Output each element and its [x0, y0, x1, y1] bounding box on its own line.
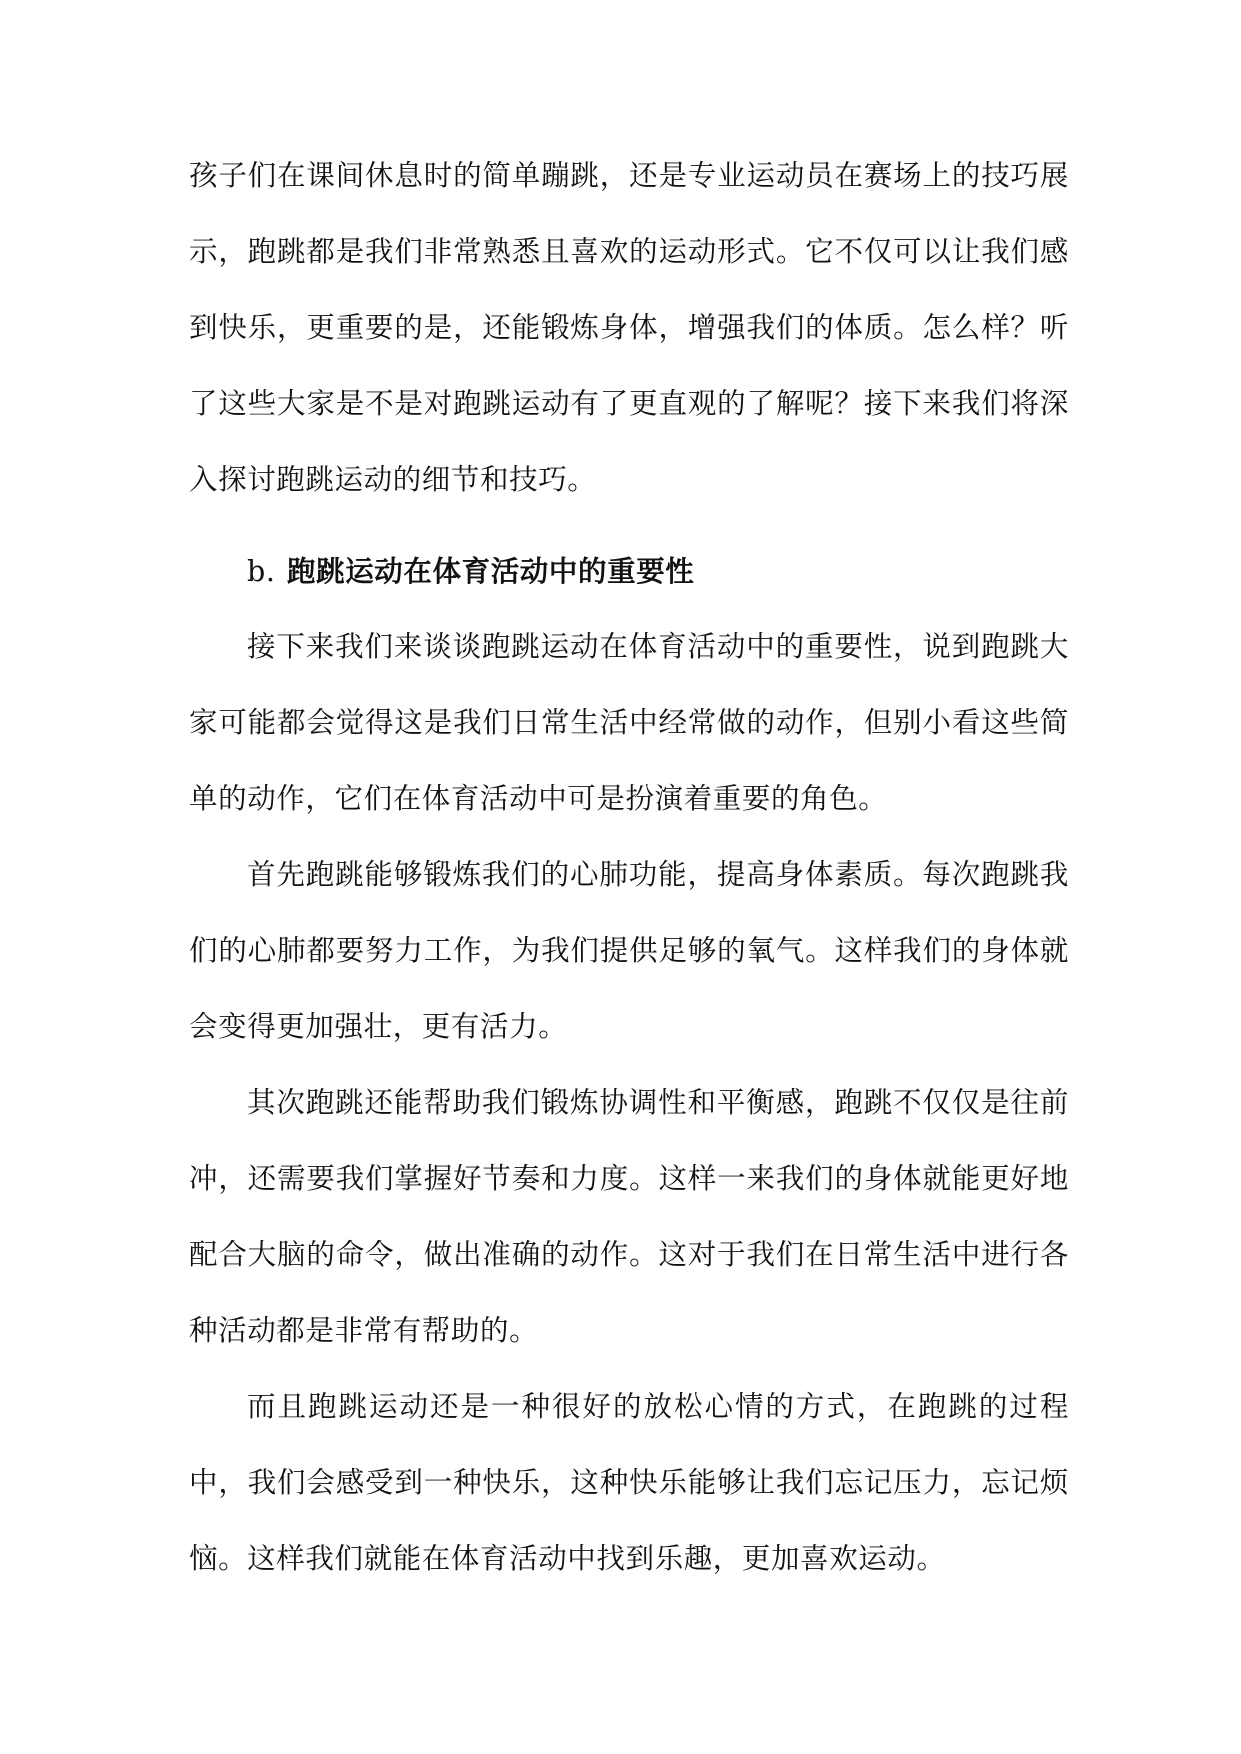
paragraph-importance-intro: 接下来我们来谈谈跑跳运动在体育活动中的重要性，说到跑跳大家可能都会觉得这是我们日常生活中经常做的动作，但别小看这些简单的动作，它们在体育活动中可是扮演着重要的角色。 — [189, 630, 1069, 815]
paragraph-relaxation: 而且跑跳运动还是一种很好的放松心情的方式，在跑跳的过程中，我们会感受到一种快乐，这种快乐能够让我们忘记压力，忘记烦恼。这样我们就能在体育活动中找到乐趣，更加喜欢运动。 — [189, 1390, 1069, 1575]
section-heading — [189, 533, 1069, 609]
paragraph-coordination: 其次跑跳还能帮助我们锻炼协调性和平衡感，跑跳不仅仅是往前冲，还需要我们掌握好节奏和力度。这样一来我们的身体就能更好地配合大脑的命令，做出准确的动作。这对于我们在日常生活中进行各种活动都是非常有帮助的。 — [189, 1086, 1069, 1347]
paragraph-cardiopulmonary: 首先跑跳能够锻炼我们的心肺功能，提高身体素质。每次跑跳我们的心肺都要努力工作，为我们提供足够的氧气。这样我们的身体就会变得更加强壮，更有活力。 — [189, 858, 1069, 1043]
section-title: 跑跳运动在体育活动中的重要性 — [287, 554, 695, 588]
section-number: b. — [247, 555, 276, 588]
opening-paragraph: 孩子们在课间休息时的简单蹦跳，还是专业运动员在赛场上的技巧展示，跑跳都是我们非常熟悉且喜欢的运动形式。它不仅可以让我们感到快乐，更重要的是，还能锻炼身体，增强我们的体质。怎么样？听了这些大家是不是对跑跳运动有了更直观的了解呢？接下来我们将深入探讨跑跳运动的细节和技巧。 — [189, 159, 1069, 496]
document-body — [189, 138, 1069, 1597]
